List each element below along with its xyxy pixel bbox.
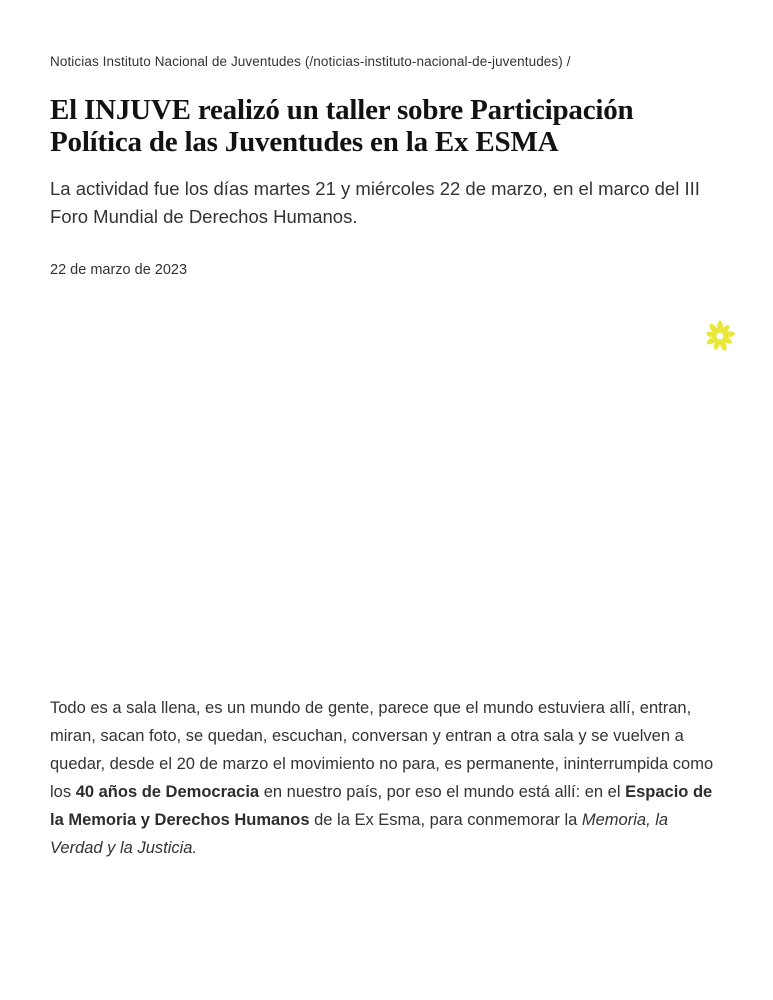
article-date: 22 de marzo de 2023 [50,262,188,279]
article-subtitle: La actividad fue los días martes 21 y miércoles 22 de marzo, en el marco del III Foro Mundial de Derechos Humanos. [50,178,700,227]
asterisk-loading-spinner-icon [703,319,737,353]
article-image-placeholder [50,319,737,694]
page-title: El INJUVE realizó un taller sobre Participación Política de las Juventudes en la Ex ESMA [50,94,634,159]
breadcrumb[interactable]: Noticias Instituto Nacional de Juventudes (/noticias-instituto-nacional-de-juventudes) / [50,54,571,69]
article-paragraph: Todo es a sala llena, es un mundo de gente, parece que el mundo estuviera allí, entran, miran, sacan foto, se quedan, escuchan, conversan y entran a otra sala y se vuelven a quedar, desde el 20 de marzo el movimiento no para, es permanente, ininterrumpida como los 40 años de Democracia en nuestro país, por eso el mundo está allí: en el Espacio de la Memoria y Derechos Humanos de la Ex Esma, para conmemorar la Memoria, la Verdad y la Justicia. [50,699,714,858]
